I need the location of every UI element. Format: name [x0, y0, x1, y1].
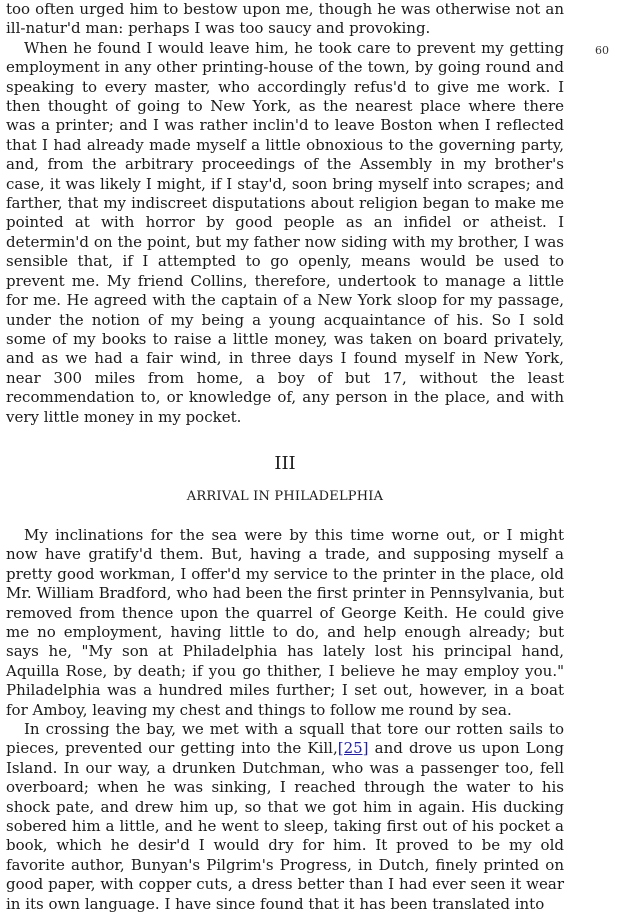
- paragraph-crossing-bay: [6, 720, 564, 914]
- paragraph-new-york: My inclinations for the sea were by this time worne out, or I might now have gratify'd them. But, having a trade, and supposing myself a pretty good workman, I offer'd my service to the printer in the place, old Mr. William Bradford, who had been the first printer in Pennsylvania, but removed from thence upon the quarrel of George Keith. He could give me no employment, having little to do, and help enough already; but says he, "My son at Philadelphia has lately lost his principal hand, Aquilla Rose, by death; if you go thither, I believe he may employ you." Philadelphia was a hundred miles further; I set out, however, in a boat for Amboy, leaving my chest and things to follow me round by sea.: [6, 525, 564, 719]
- paragraph-text-after-note: and drove us upon Long Island. In our way, a drunken Dutchman, who was a passenger too, fell overboard; when he was sinking, I reached through the water to his shock pate, and drew him up, so that we got him in again. His ducking sobered him a little, and he went to sleep, taking first out of his pocket a book, which he desir'd I would dry for him. It proved to be my old favorite author, Bunyan's Pilgrim's Progress, in Dutch, finely printed on good paper, with copper cuts, a dress better than I had ever seen it wear in its own language. I have since found that it has been translated into: [6, 739, 564, 913]
- footnote-link[interactable]: [25]: [337, 739, 369, 758]
- page-body: [6, 0, 564, 914]
- paragraph-continuation: too often urged him to bestow upon me, though he was otherwise not an ill-natur'd man: perhaps I was too saucy and provoking.: [6, 0, 564, 38]
- chapter-title: ARRIVAL IN PHILADELPHIA: [186, 488, 384, 504]
- paragraph-text-before-note: In crossing the bay, we met with a squall that tore our rotten sails to pieces, prevented our getting into the Kill,: [6, 720, 564, 758]
- page-number: 60: [595, 44, 609, 57]
- chapter-number: III: [274, 452, 296, 474]
- paragraph-leaving-boston: When he found I would leave him, he took care to prevent my getting employment in any other printing-house of the town, by going round and speaking to every master, who accordingly refus'd to give me work. I then thought of going to New York, as the nearest place where there was a printer; and I was rather inclin'd to leave Boston when I reflected that I had already made myself a little obnoxious to the governing party, and, from the arbitrary proceedings of the Assembly in my brother's case, it was likely I might, if I stay'd, soon bring myself into scrapes; and farther, that my indiscreet disputations about religion began to make me pointed at with horror by good people as an infidel or atheist. I determin'd on the point, but my father now siding with my brother, I was sensible that, if I attempted to go openly, means would be used to prevent me. My friend Collins, therefore, undertook to manage a little for me. He agreed with the captain of a New York sloop for my passage, under the notion of my being a young acquaintance of his. So I sold some of my books to raise a little money, was taken on board privately, and as we had a fair wind, in three days I found myself in New York, near 300 miles from home, a boy of but 17, without the least recommendation to, or knowledge of, any person in the place, and with very little money in my pocket.: [6, 38, 564, 426]
